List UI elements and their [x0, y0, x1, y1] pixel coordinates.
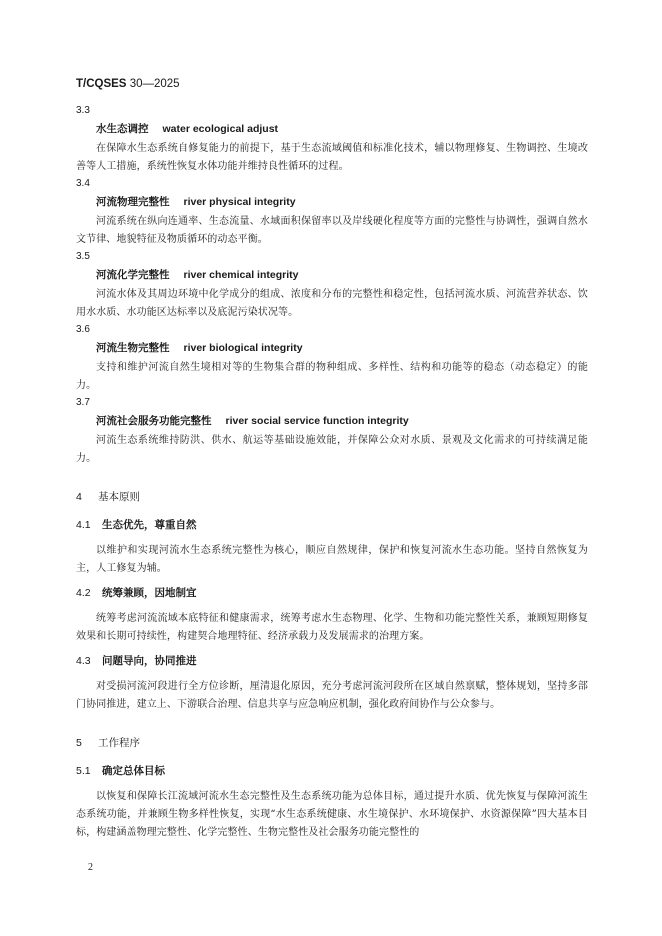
term-heading: 河流社会服务功能完整性 river social service function integrity: [96, 415, 409, 427]
term-definition: 在保障水生态系统自修复能力的前提下，基于生态流域阈值和标准化技术，辅以物理修复、生物调控、生境改善等人工措施，系统性恢复水体功能并维持良性循环的过程。: [76, 143, 588, 172]
term-definition: 河流水体及其周边环境中化学成分的组成、浓度和分布的完整性和稳定性，包括河流水质、河流营养状态、饮用水水质、水功能区达标率以及底泥污染状况等。: [76, 289, 588, 318]
term-number: 3.5: [76, 251, 90, 262]
document-code: T/CQSES 30—2025: [76, 78, 180, 90]
subsection-text: 以恢复和保障长江流域河流水生态完整性及生态系统功能为总体目标，通过提升水质、优先恢复与保障河流生态系统功能，并兼顾生物多样性恢复，实现“水生态系统健康、水生境保护、水环境保护、水资源保障”四大基本目标，构建涵盖物理完整性、化学完整性、生物完整性及社会服务功能完整性的: [76, 791, 588, 838]
term-number: 3.4: [76, 178, 90, 189]
term-heading: 河流物理完整性 river physical integrity: [96, 196, 296, 208]
term-definition: 支持和维护河流自然生境相对等的生物集合群的物种组成、多样性、结构和功能等的稳态（动态稳定）的能力。: [76, 362, 588, 391]
term-entry: [76, 323, 588, 395]
subsection-heading: 4.2 统筹兼顾，因地制宜: [76, 587, 197, 599]
page-content: [76, 104, 588, 843]
term-heading: 河流化学完整性 river chemical integrity: [96, 269, 299, 281]
subsection-text: 统筹考虑河流流域本底特征和健康需求，统筹考虑水生态物理、化学、生物和功能完整性关系，兼顾短期修复效果和长期可持续性，构建契合地理特征、经济承载力及发展需求的治理方案。: [76, 613, 588, 642]
term-number: 3.3: [76, 105, 90, 116]
term-heading: 水生态调控 water ecological adjust: [96, 123, 279, 135]
term-entry: [76, 250, 588, 322]
term-definition: 河流生态系统维持防洪、供水、航运等基础设施效能，并保障公众对水质、景观及文化需求的可持续满足能力。: [76, 435, 588, 464]
subsection-heading: 4.1 生态优先，尊重自然: [76, 519, 197, 531]
subsection-heading: 4.3 问题导向，协同推进: [76, 655, 197, 667]
term-number: 3.7: [76, 397, 90, 408]
term-entry: [76, 177, 588, 249]
term-number: 3.6: [76, 324, 90, 335]
term-entry: [76, 104, 588, 176]
section-heading: 5 工作程序: [76, 737, 140, 749]
section-heading: 4 基本原则: [76, 491, 140, 503]
page-number: 2: [88, 862, 93, 873]
term-heading: 河流生物完整性 river biological integrity: [96, 342, 303, 354]
term-entry: [76, 396, 588, 468]
subsection-text: 对受损河流河段进行全方位诊断，厘清退化原因，充分考虑河流河段所在区域自然禀赋，整体规划，坚持多部门协同推进，建立上、下游联合治理、信息共享与应急响应机制，强化政府间协作与公众参与。: [76, 681, 588, 710]
subsection-text: 以维护和实现河流水生态系统完整性为核心，顺应自然规律，保护和恢复河流水生态功能。坚持自然恢复为主，人工修复为辅。: [76, 545, 588, 574]
term-definition: 河流系统在纵向连通率、生态流量、水域面积保留率以及岸线硬化程度等方面的完整性与协调性，强调自然水文节律、地貌特征及物质循环的动态平衡。: [76, 216, 588, 245]
subsection-heading: 5.1 确定总体目标: [76, 765, 165, 777]
